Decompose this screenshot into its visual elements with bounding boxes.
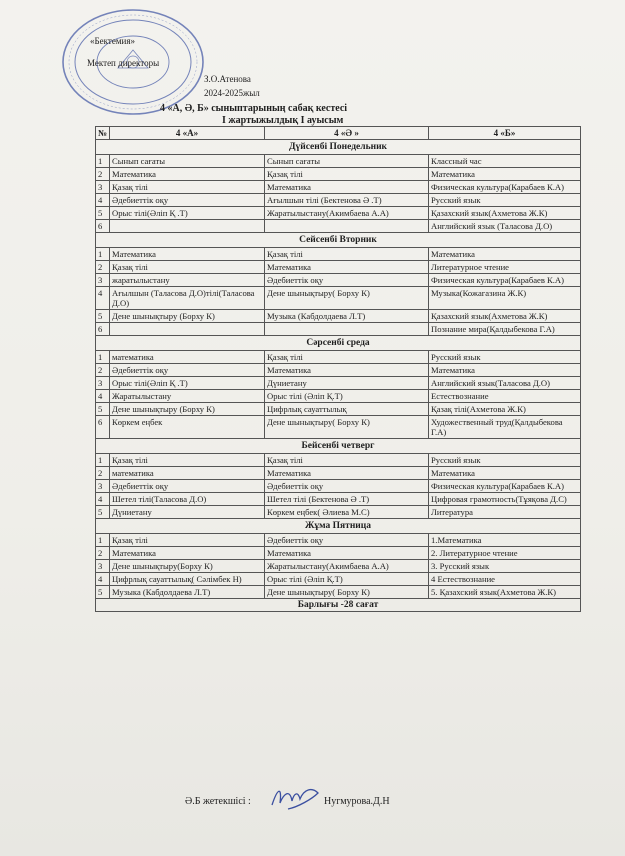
class-ae-subject: Математика [265,364,429,377]
lesson-number: 1 [96,534,110,547]
table-row [96,403,581,416]
lesson-number: 6 [96,323,110,336]
lesson-number: 5 [96,310,110,323]
lesson-number: 1 [96,454,110,467]
class-b-subject: 2. Литературное чтение [429,547,581,560]
day-name: Бейсенбі четверг [96,439,581,454]
class-a-subject: Қазақ тілі [110,181,265,194]
lesson-number: 1 [96,155,110,168]
class-b-subject: 4 Естествознание [429,573,581,586]
lesson-number: 4 [96,390,110,403]
class-b-subject: Познание мира(Қалдыбекова Г.А) [429,323,581,336]
table-row [96,390,581,403]
class-a-subject: Орыс тілі(Әліп Қ .Т) [110,207,265,220]
class-a-subject: Математика [110,248,265,261]
class-a-subject: Математика [110,547,265,560]
header-class-a: 4 «А» [110,127,265,140]
day-header-row [96,336,581,351]
lesson-number: 3 [96,377,110,390]
class-b-subject: Естествознание [429,390,581,403]
lesson-number: 3 [96,274,110,287]
table-row [96,586,581,599]
table-row [96,351,581,364]
day-name: Дүйсенбі Понедельник [96,140,581,155]
class-b-subject: 1.Математика [429,534,581,547]
class-ae-subject: Жаратылыстану(Акимбаева А.А) [265,560,429,573]
class-b-subject: Русский язык [429,454,581,467]
day-name: Сейсенбі Вторник [96,233,581,248]
class-b-subject: 5. Қазахский язык(Ахметова Ж.К) [429,586,581,599]
lesson-number: 1 [96,351,110,364]
header-row [96,127,581,140]
approval-school: «Бектемия» [90,36,135,46]
lesson-number: 4 [96,287,110,310]
table-row [96,416,581,439]
lesson-number: 1 [96,248,110,261]
class-ae-subject: Музыка (Кабдолдаева Л.Т) [265,310,429,323]
class-ae-subject: Орыс тілі (Әліп Қ.Т) [265,573,429,586]
lesson-number: 2 [96,364,110,377]
class-b-subject: Русский язык [429,351,581,364]
class-a-subject: Ағылшын (Таласова Д.О)тілі(Таласова Д.О) [110,287,265,310]
signature [268,783,324,813]
class-ae-subject: Қазақ тілі [265,168,429,181]
table-row [96,364,581,377]
class-ae-subject: Цифрлық сауаттылық [265,403,429,416]
class-ae-subject: Әдебиеттік оқу [265,480,429,493]
day-header-row [96,233,581,248]
class-ae-subject: Дене шынықтыру( Борху К) [265,416,429,439]
table-row [96,454,581,467]
class-b-subject: Математика [429,168,581,181]
class-ae-subject: Математика [265,467,429,480]
class-a-subject: математика [110,351,265,364]
class-a-subject [110,220,265,233]
day-header-row [96,439,581,454]
class-a-subject: Дене шынықтыру (Борху К) [110,310,265,323]
class-a-subject: Дене шынықтыру (Борху К) [110,403,265,416]
schedule-subtitle: I жартыжылдық I ауысым [222,115,344,126]
table-row [96,181,581,194]
class-ae-subject: Математика [265,181,429,194]
table-row [96,560,581,573]
class-ae-subject: Қазақ тілі [265,248,429,261]
class-ae-subject [265,220,429,233]
lesson-number: 2 [96,467,110,480]
schedule-table [95,126,581,612]
class-b-subject: Художественный труд(Қалдыбекова Г.А) [429,416,581,439]
table-row [96,573,581,586]
total-hours: Барлығы -28 сағат [96,599,581,612]
class-ae-subject: Орыс тілі (Әліп Қ.Т) [265,390,429,403]
class-b-subject: Литература [429,506,581,519]
class-b-subject: Классный час [429,155,581,168]
lesson-number: 2 [96,261,110,274]
class-b-subject: Физическая культура(Карабаев К.А) [429,480,581,493]
class-ae-subject [265,323,429,336]
header-class-b: 4 «Б» [429,127,581,140]
lesson-number: 5 [96,207,110,220]
class-b-subject: Физическая культура(Карабаев К.А) [429,274,581,287]
class-a-subject: жаратылыстану [110,274,265,287]
lesson-number: 3 [96,560,110,573]
lesson-number: 3 [96,181,110,194]
class-a-subject: Әдебиеттік оқу [110,480,265,493]
class-ae-subject: Математика [265,261,429,274]
class-a-subject: Әдебиеттік оқу [110,364,265,377]
day-header-row [96,519,581,534]
class-a-subject: Дене шынықтыру(Борху К) [110,560,265,573]
class-b-subject: Қазахский язык(Ахметова Ж.К) [429,310,581,323]
class-ae-subject: Дене шынықтыру( Борху К) [265,287,429,310]
class-ae-subject: Дене шынықтыру( Борху К) [265,586,429,599]
class-b-subject: Русский язык [429,194,581,207]
class-ae-subject: Әдебиеттік оқу [265,534,429,547]
class-a-subject: Қазақ тілі [110,454,265,467]
table-row [96,248,581,261]
table-row [96,220,581,233]
class-ae-subject: Әдебиеттік оқу [265,274,429,287]
table-row [96,207,581,220]
class-b-subject: Қазахский язык(Ахметова Ж.К) [429,207,581,220]
day-header-row [96,140,581,155]
class-a-subject: математика [110,467,265,480]
lesson-number: 2 [96,168,110,181]
table-row [96,506,581,519]
table-row [96,480,581,493]
approval-position: Мектеп директоры [87,58,160,68]
class-a-subject: Әдебиеттік оқу [110,194,265,207]
table-row [96,274,581,287]
class-b-subject: Қазақ тілі(Ахметова Ж.К) [429,403,581,416]
class-ae-subject: Көркем еңбек( Әлиева М.С) [265,506,429,519]
class-a-subject: Жаратылыстану [110,390,265,403]
footer-name: Нугмурова.Д.Н [324,796,390,807]
class-ae-subject: Шетел тілі (Бектенова Ә .Т) [265,493,429,506]
lesson-number: 4 [96,194,110,207]
table-row [96,155,581,168]
table-row [96,493,581,506]
table-row [96,534,581,547]
lesson-number: 6 [96,220,110,233]
lesson-number: 5 [96,506,110,519]
class-ae-subject: Қазақ тілі [265,351,429,364]
table-row [96,377,581,390]
class-a-subject: Қазақ тілі [110,261,265,274]
header-number: № [96,127,110,140]
schedule-title: 4 «А, Ә, Б» сыныптарының сабақ кестесі [160,103,348,114]
class-b-subject: Английский язык (Таласова Д.О) [429,220,581,233]
class-a-subject: Цифрлық сауаттылық( Сәлімбек Н) [110,573,265,586]
class-a-subject: Дүниетану [110,506,265,519]
class-ae-subject: Сынып сағаты [265,155,429,168]
class-b-subject: Математика [429,364,581,377]
header-class-ae: 4 «Ә » [265,127,429,140]
lesson-number: 4 [96,493,110,506]
footer-label: Ә.Б жетекшісі : [185,796,251,807]
lesson-number: 2 [96,547,110,560]
class-a-subject: Орыс тілі(Әліп Қ .Т) [110,377,265,390]
class-b-subject: Литературное чтение [429,261,581,274]
table-row [96,547,581,560]
class-a-subject: Көркем еңбек [110,416,265,439]
class-ae-subject: Қазақ тілі [265,454,429,467]
lesson-number: 5 [96,586,110,599]
approval-director: З.О.Атенова [204,74,251,84]
lesson-number: 5 [96,403,110,416]
day-name: Сәрсенбі среда [96,336,581,351]
class-a-subject: Шетел тілі(Таласова Д.О) [110,493,265,506]
table-row [96,467,581,480]
class-a-subject: Математика [110,168,265,181]
class-b-subject: 3. Русский язык [429,560,581,573]
class-ae-subject: Ағылшын тілі (Бектенова Ә .Т) [265,194,429,207]
table-row [96,194,581,207]
lesson-number: 6 [96,416,110,439]
table-row [96,287,581,310]
class-a-subject: Сынып сағаты [110,155,265,168]
class-ae-subject: Математика [265,547,429,560]
class-b-subject: Цифровая грамотность(Тұяқова Д.С) [429,493,581,506]
class-b-subject: Музыка(Кожагазина Ж.К) [429,287,581,310]
class-a-subject: Музыка (Кабдолдаева Л.Т) [110,586,265,599]
class-b-subject: Физическая культура(Карабаев К.А) [429,181,581,194]
class-ae-subject: Дүниетану [265,377,429,390]
table-row [96,261,581,274]
class-b-subject: Математика [429,467,581,480]
class-a-subject: Қазақ тілі [110,534,265,547]
day-name: Жұма Пятница [96,519,581,534]
table-row [96,323,581,336]
class-b-subject: Математика [429,248,581,261]
table-row [96,310,581,323]
approval-year: 2024-2025жыл [204,88,260,98]
class-b-subject: Английский язык(Таласова Д.О) [429,377,581,390]
class-ae-subject: Жаратылыстану(Акимбаева А.А) [265,207,429,220]
lesson-number: 4 [96,573,110,586]
lesson-number: 3 [96,480,110,493]
table-row [96,168,581,181]
class-a-subject [110,323,265,336]
